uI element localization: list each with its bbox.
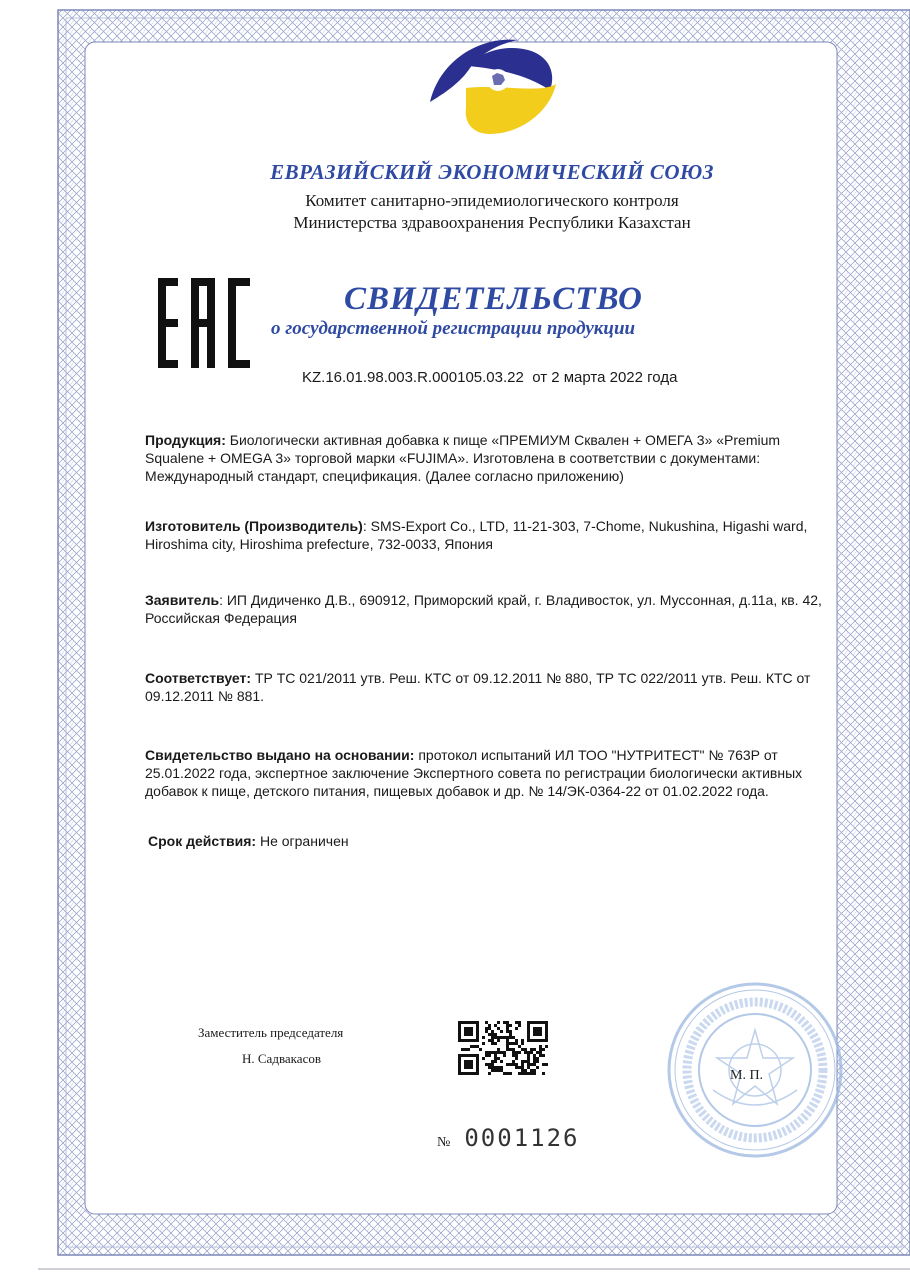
seal-place-label: М. П. xyxy=(730,1068,764,1083)
manufacturer-value: : SMS-Export Co., LTD, 11-21-303, 7-Chome, Nukushina, Higashi ward, Hiroshima city, Hiroshima prefecture, 732-0033, Япония xyxy=(145,518,808,552)
applicant-field xyxy=(145,591,835,627)
product-label: Продукция: xyxy=(145,432,226,448)
certificate-title: СВИДЕТЕЛЬСТВО xyxy=(344,281,643,317)
form-number-value: 0001126 xyxy=(464,1124,580,1152)
applicant-label: Заявитель xyxy=(145,592,220,608)
certificate-subtitle: о государственной регистрации продукции xyxy=(271,318,636,339)
validity-value: Не ограничен xyxy=(259,833,349,849)
product-value: Биологически активная добавка к пище «ПРЕМИУМ Сквален + ОМЕГА 3» «Premium Squalene + OMEGA 3» торговой марки «FUJIMA». Изготовлена в соответствии с документами: Международный стандарт, спецификация. (Далее согласно приложению) xyxy=(145,432,781,484)
committee-name xyxy=(37,190,910,234)
validity-label: Срок действия: xyxy=(148,833,257,849)
committee-line-2: Министерства здравоохранения Республики Казахстан xyxy=(293,213,691,232)
signatory-position: Заместитель председателя xyxy=(198,1025,344,1040)
form-number-label: № xyxy=(437,1135,451,1150)
basis-field xyxy=(145,746,835,800)
form-number xyxy=(437,1124,580,1152)
conformity-value: ТР ТС 021/2011 утв. Реш. КТС от 09.12.2011 № 880, ТР ТС 022/2011 утв. Реш. КТС от 09.12.2011 № 881. xyxy=(145,670,811,704)
basis-label: Свидетельство выдано на основании: xyxy=(145,747,415,763)
registration-number: KZ.16.01.98.003.R.000105.03.22 xyxy=(302,369,524,386)
registration-line xyxy=(302,369,677,386)
signatory-name: Н. Садвакасов xyxy=(242,1051,321,1066)
qr-code-icon xyxy=(458,1021,548,1077)
manufacturer-label: Изготовитель (Производитель) xyxy=(145,518,363,534)
registration-date: от 2 марта 2022 года xyxy=(532,369,678,386)
conformity-label: Соответствует: xyxy=(145,670,252,686)
basis-value: протокол испытаний ИЛ ТОО "НУТРИТЕСТ" № 763Р от 25.01.2022 года, экспертное заключение Экспертного совета по регистрации биологически активных добавок к пище, детского питания, пищевых добавок и др. № 14/ЭК-0364-22 от 01.02.2022 года. xyxy=(145,747,803,799)
conformity-field xyxy=(145,669,835,705)
eac-mark-icon xyxy=(158,278,250,368)
validity-field xyxy=(148,832,838,850)
applicant-value: : ИП Дидиченко Д.В., 690912, Приморский край, г. Владивосток, ул. Муссонная, д.11а, кв. 42, Российская Федерация xyxy=(145,592,822,626)
committee-line-1: Комитет санитарно-эпидемиологического контроля xyxy=(305,191,679,210)
product-field xyxy=(145,431,835,485)
manufacturer-field xyxy=(145,517,835,553)
eurasian-union-emblem-icon xyxy=(410,30,570,142)
signature-block xyxy=(198,1020,343,1072)
union-title: ЕВРАЗИЙСКИЙ ЭКОНОМИЧЕСКИЙ СОЮЗ xyxy=(270,160,714,184)
